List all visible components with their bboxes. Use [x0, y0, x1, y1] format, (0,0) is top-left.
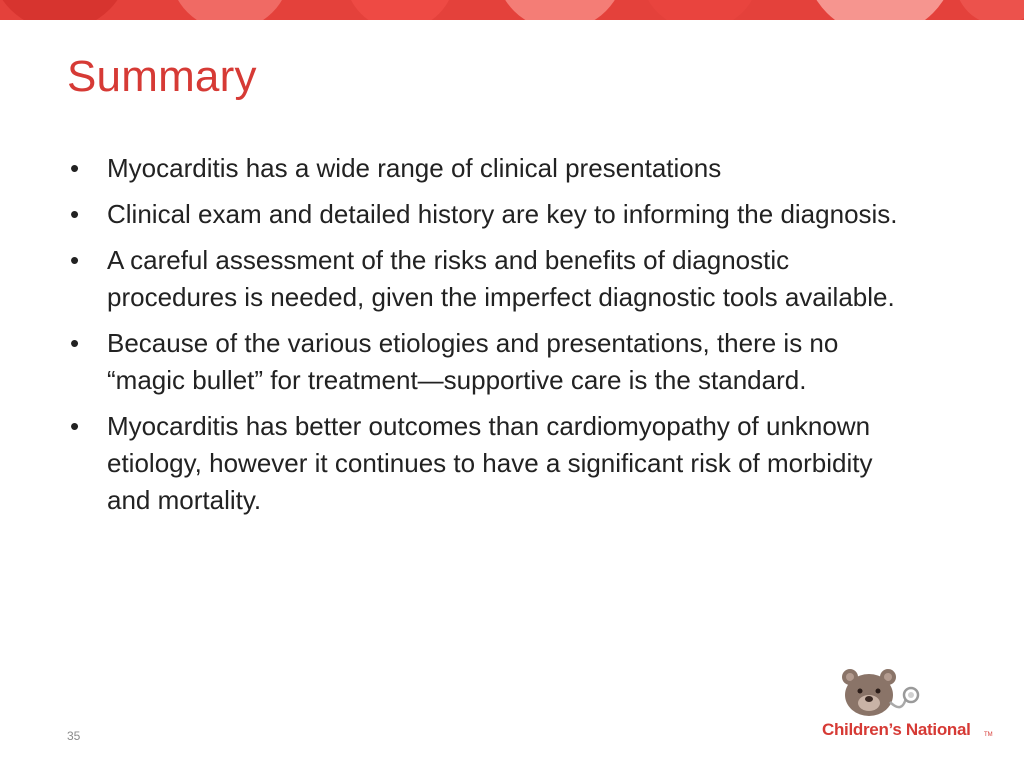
- bullet-marker: •: [70, 199, 80, 229]
- bullet-marker: •: [70, 245, 80, 275]
- top-decorative-band: [0, 0, 1024, 20]
- bullet-item: [68, 196, 918, 233]
- bullet-text: A careful assessment of the risks and benefits of diagnostic procedures is needed, given the imperfect diagnostic tools available.: [107, 245, 895, 312]
- bullet-marker: •: [70, 153, 80, 183]
- slide-title: Summary: [67, 52, 257, 101]
- bullet-item: [68, 408, 918, 519]
- trademark-mark: TM: [984, 732, 993, 738]
- childrens-national-logo: [822, 668, 1002, 748]
- bullet-marker: •: [70, 411, 80, 441]
- bullet-item: [68, 325, 918, 399]
- bullet-text: Because of the various etiologies and presentations, there is no “magic bullet” for treatment—supportive care is the standard.: [107, 328, 839, 395]
- bullet-text: Clinical exam and detailed history are key to informing the diagnosis.: [107, 199, 898, 229]
- page-number: 35: [67, 729, 81, 743]
- bullet-list: [68, 150, 918, 528]
- teddy-bear-with-stethoscope-icon: [832, 668, 922, 727]
- bullet-marker: •: [70, 328, 80, 358]
- logo-wordmark: Children’s National: [822, 720, 971, 739]
- bullet-text: Myocarditis has a wide range of clinical presentations: [107, 153, 722, 183]
- bullet-item: [68, 150, 918, 187]
- bullet-text: Myocarditis has better outcomes than cardiomyopathy of unknown etiology, however it continues to have a significant risk of morbidity and mortality.: [107, 411, 873, 515]
- bullet-item: [68, 242, 918, 316]
